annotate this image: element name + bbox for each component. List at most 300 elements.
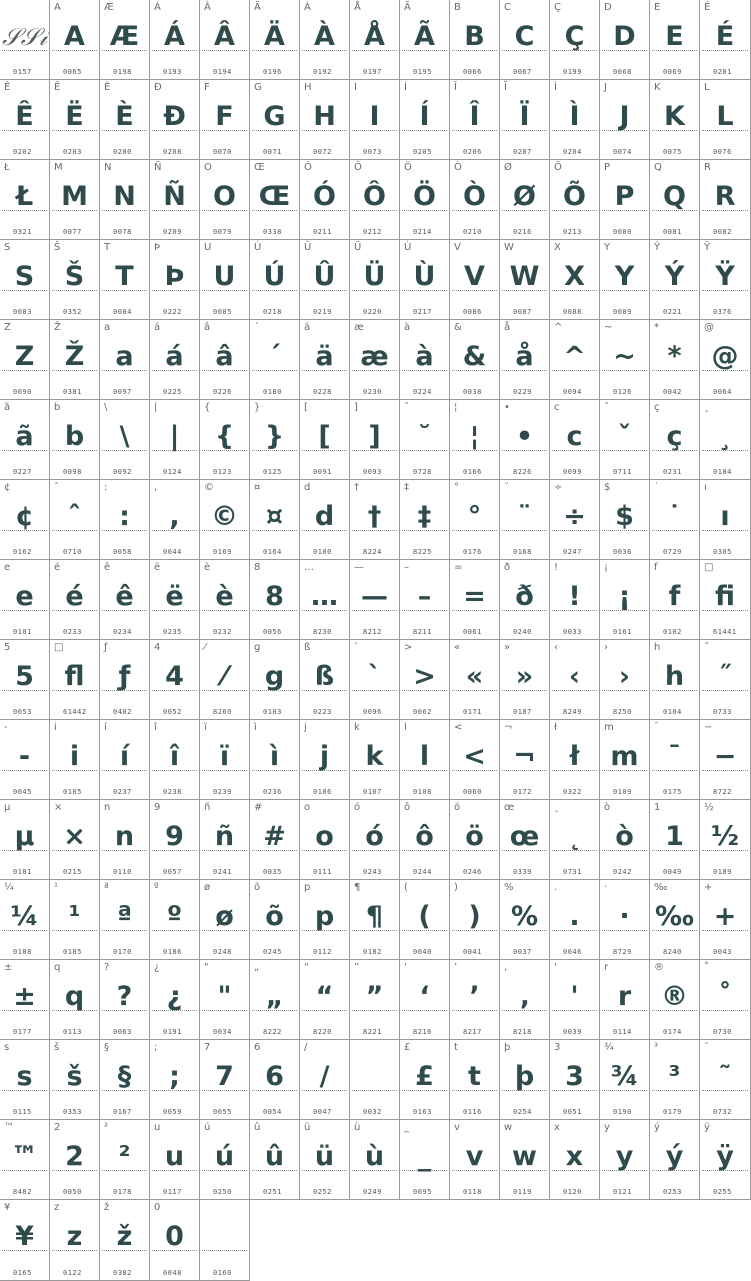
- glyph-cell: [150, 800, 200, 880]
- glyph-cell: [100, 80, 150, 160]
- glyph-cell: [450, 720, 500, 800]
- glyph-code: 0225: [163, 388, 182, 396]
- glyph-sample: ‚: [519, 981, 530, 1012]
- glyph-code: 0213: [563, 228, 582, 236]
- glyph-cell: [50, 560, 100, 640]
- glyph-label: Ž: [54, 322, 61, 333]
- glyph-cell: [500, 0, 550, 80]
- glyph-label: É: [704, 2, 711, 13]
- glyph-code: 0120: [563, 1188, 582, 1196]
- glyph-label: ı: [704, 482, 707, 493]
- glyph-cell: [700, 240, 751, 320]
- glyph-sample: s: [16, 1061, 33, 1092]
- glyph-sample: à: [415, 341, 434, 372]
- glyph-sample: Œ: [258, 181, 291, 212]
- glyph-cell: [550, 160, 600, 240]
- glyph-sample: 1: [665, 821, 684, 852]
- glyph-code: 0083: [13, 308, 32, 316]
- glyph-cell: [700, 880, 751, 960]
- glyph-code: 0070: [213, 148, 232, 156]
- glyph-sample: ¯: [667, 741, 682, 772]
- glyph-code: 0054: [263, 1108, 282, 1116]
- glyph-sample: J: [619, 101, 630, 132]
- glyph-label: Ê: [4, 82, 11, 93]
- glyph-code: 0123: [213, 468, 232, 476]
- glyph-code: 0082: [713, 228, 732, 236]
- glyph-label: }: [254, 402, 261, 413]
- glyph-label: f: [654, 562, 658, 573]
- glyph-cell: [150, 1200, 200, 1281]
- glyph-sample: ï: [219, 741, 230, 772]
- glyph-cell: [150, 960, 200, 1040]
- glyph-cell: [700, 0, 751, 80]
- glyph-label: w: [504, 1122, 513, 1133]
- glyph-label: ó: [354, 802, 361, 813]
- glyph-label: (: [404, 882, 408, 893]
- glyph-label: F: [204, 82, 210, 93]
- glyph-sample: ™: [11, 1141, 38, 1172]
- glyph-label: š: [54, 1042, 60, 1053]
- glyph-cell: [300, 1120, 350, 1200]
- glyph-code: 0168: [513, 548, 532, 556]
- glyph-label: ä: [304, 322, 311, 333]
- glyph-cell: [450, 1040, 500, 1120]
- glyph-label: ¶: [354, 882, 361, 893]
- glyph-sample: m: [610, 741, 639, 772]
- glyph-label: œ: [504, 802, 515, 813]
- glyph-label: 9: [154, 802, 161, 813]
- glyph-cell: [100, 560, 150, 640]
- glyph-cell: [400, 160, 450, 240]
- glyph-sample: C: [514, 21, 535, 52]
- glyph-label: ‚: [504, 962, 508, 973]
- glyph-cell: [550, 80, 600, 160]
- glyph-label: ´: [254, 322, 259, 333]
- glyph-sample: !: [568, 581, 581, 612]
- glyph-sample: ã: [15, 421, 34, 452]
- glyph-sample: Ý: [664, 261, 685, 292]
- glyph-sample: Ù: [413, 261, 436, 292]
- glyph-code: 0039: [563, 1028, 582, 1036]
- glyph-cell: [650, 880, 700, 960]
- glyph-sample: Ò: [463, 181, 486, 212]
- glyph-sample: ‰: [655, 901, 694, 932]
- glyph-sample: ¸: [718, 421, 732, 452]
- glyph-cell: [350, 1120, 400, 1200]
- glyph-cell: [650, 1040, 700, 1120]
- glyph-sample: ‘: [419, 981, 430, 1012]
- glyph-label: ß: [304, 642, 311, 653]
- glyph-code: 0040: [413, 948, 432, 956]
- glyph-label: Ø: [504, 162, 512, 173]
- glyph-sample: l: [419, 741, 430, 772]
- glyph-code: 0222: [163, 308, 182, 316]
- glyph-label: v: [454, 1122, 460, 1133]
- glyph-sample: š: [66, 1061, 83, 1092]
- glyph-label: L: [704, 82, 710, 93]
- glyph-sample: æ: [360, 341, 389, 372]
- glyph-cell: [650, 400, 700, 480]
- glyph-cell: [600, 1040, 650, 1120]
- glyph-code: 0236: [263, 788, 282, 796]
- glyph-cell: [400, 640, 450, 720]
- glyph-code: 0115: [13, 1108, 32, 1116]
- glyph-sample: É: [715, 21, 735, 52]
- glyph-label: ©: [204, 482, 214, 493]
- glyph-cell: [300, 400, 350, 480]
- glyph-label: ª: [104, 882, 109, 893]
- glyph-code: 0057: [163, 868, 182, 876]
- glyph-cell: [50, 80, 100, 160]
- glyph-sample: 0: [165, 1221, 184, 1252]
- glyph-label: È: [104, 82, 111, 93]
- glyph-sample: ƒ: [118, 661, 131, 692]
- glyph-label: ^: [554, 322, 563, 333]
- glyph-cell: [600, 400, 650, 480]
- glyph-label: ±: [4, 962, 13, 973]
- glyph-label: ü: [304, 1122, 311, 1133]
- glyph-code: 0103: [263, 708, 282, 716]
- glyph-code: 0055: [213, 1108, 232, 1116]
- glyph-label: ˙: [654, 482, 659, 493]
- glyph-code: 0065: [63, 68, 82, 76]
- glyph-sample: +: [713, 901, 737, 932]
- glyph-label: |: [154, 402, 158, 413]
- glyph-code: 0060: [463, 788, 482, 796]
- glyph-label: Ù: [404, 242, 412, 253]
- glyph-label: Æ: [104, 2, 114, 13]
- glyph-code: 0338: [263, 228, 282, 236]
- glyph-label: ï: [204, 722, 207, 733]
- glyph-cell: [550, 0, 600, 80]
- glyph-cell: [700, 560, 751, 640]
- glyph-sample: G: [263, 101, 286, 132]
- glyph-label: 0: [154, 1202, 161, 1213]
- glyph-cell: [250, 240, 300, 320]
- glyph-cell: [350, 0, 400, 80]
- glyph-label: ›: [604, 642, 608, 653]
- glyph-cell: [500, 80, 550, 160]
- glyph-cell: [550, 240, 600, 320]
- glyph-label: ƒ: [104, 642, 108, 653]
- glyph-code: 0062: [413, 708, 432, 716]
- glyph-cell: [700, 1040, 751, 1120]
- glyph-code: 0118: [463, 1188, 482, 1196]
- glyph-label: W: [504, 242, 514, 253]
- glyph-sample: >: [413, 661, 436, 692]
- glyph-cell: [700, 400, 751, 480]
- glyph-cell: [650, 320, 700, 400]
- glyph-cell: [0, 560, 50, 640]
- glyph-label: D: [604, 2, 612, 13]
- glyph-code: 8224: [363, 548, 382, 556]
- glyph-cell: [300, 560, 350, 640]
- glyph-sample: ?: [116, 981, 133, 1012]
- glyph-sample: ª: [116, 901, 133, 932]
- glyph-label: J: [604, 82, 607, 93]
- glyph-cell: [150, 320, 200, 400]
- glyph-cell: [450, 400, 500, 480]
- glyph-label: æ: [354, 322, 364, 333]
- glyph-label: ]: [354, 402, 358, 413]
- glyph-label: R: [704, 162, 711, 173]
- glyph-sample: =: [463, 581, 486, 612]
- glyph-label: ‘: [404, 962, 408, 973]
- glyph-code: 8250: [613, 708, 632, 716]
- glyph-label: G: [254, 82, 262, 93]
- glyph-cell: [50, 240, 100, 320]
- glyph-code: 0233: [63, 628, 82, 636]
- glyph-cell: [100, 960, 150, 1040]
- glyph-code: 0080: [613, 228, 632, 236]
- glyph-cell: [200, 1120, 250, 1200]
- glyph-cell: [50, 1200, 100, 1281]
- glyph-sample: ¿: [166, 981, 183, 1012]
- glyph-sample: Í: [419, 101, 430, 132]
- glyph-cell: [600, 640, 650, 720]
- glyph-code: 0124: [163, 468, 182, 476]
- glyph-cell: [250, 560, 300, 640]
- glyph-sample: ì: [269, 741, 280, 772]
- glyph-cell: [550, 720, 600, 800]
- glyph-code: 8249: [563, 708, 582, 716]
- glyph-code: 0048: [163, 1269, 182, 1277]
- glyph-label: ×: [54, 802, 63, 813]
- glyph-code: 0197: [363, 68, 382, 76]
- glyph-code: 8482: [13, 1188, 32, 1196]
- glyph-code: 0161: [613, 628, 632, 636]
- glyph-cell: [50, 160, 100, 240]
- glyph-code: 0042: [663, 388, 682, 396]
- glyph-label: _: [404, 1122, 409, 1133]
- glyph-label: Ü: [354, 242, 362, 253]
- glyph-label: •: [504, 402, 510, 413]
- glyph-sample: ó: [365, 821, 384, 852]
- glyph-label: ¹: [54, 882, 59, 893]
- glyph-label: Í: [404, 82, 407, 93]
- glyph-sample: B: [464, 21, 485, 52]
- glyph-label: û: [254, 1122, 261, 1133]
- glyph-label: −: [704, 722, 713, 733]
- glyph-cell: [500, 800, 550, 880]
- glyph-code: 0099: [563, 468, 582, 476]
- glyph-cell: [650, 240, 700, 320]
- glyph-sample: –: [417, 581, 432, 612]
- glyph-code: 0169: [213, 548, 232, 556]
- glyph-sample: ˆ: [67, 501, 82, 532]
- glyph-code: 0116: [463, 1108, 482, 1116]
- glyph-label: s: [4, 1042, 10, 1053]
- glyph-cell: [650, 640, 700, 720]
- glyph-cell: [500, 1120, 550, 1200]
- glyph-cell: [150, 560, 200, 640]
- glyph-sample: Ú: [263, 261, 286, 292]
- glyph-code: 8222: [263, 1028, 282, 1036]
- glyph-cell: [350, 1040, 400, 1120]
- glyph-code: 0210: [463, 228, 482, 236]
- glyph-sample: x: [565, 1141, 584, 1172]
- glyph-code: 0113: [63, 1028, 82, 1036]
- glyph-code: 0255: [713, 1188, 732, 1196]
- glyph-sample: i: [69, 741, 80, 772]
- glyph-label: å: [504, 322, 511, 333]
- glyph-label: Õ: [554, 162, 562, 173]
- glyph-label: ': [554, 962, 557, 973]
- glyph-label: Z: [4, 322, 11, 333]
- glyph-code: 0160: [213, 1269, 232, 1277]
- glyph-cell: [0, 640, 50, 720]
- glyph-label: †: [354, 482, 359, 493]
- glyph-code: 0241: [213, 868, 232, 876]
- glyph-cell: [400, 1040, 450, 1120]
- glyph-code: 0201: [713, 68, 732, 76]
- glyph-code: 0251: [263, 1188, 282, 1196]
- glyph-cell: [550, 400, 600, 480]
- glyph-label: E: [654, 2, 661, 13]
- glyph-code: 0073: [363, 148, 382, 156]
- glyph-sample: Ê: [15, 101, 34, 132]
- glyph-code: 0223: [313, 708, 332, 716]
- glyph-code: 0242: [613, 868, 632, 876]
- glyph-sample: ñ: [214, 821, 235, 852]
- glyph-cell: [400, 560, 450, 640]
- glyph-label: ö: [454, 802, 461, 813]
- glyph-sample: ˛: [567, 821, 582, 852]
- glyph-label: ’: [454, 962, 458, 973]
- glyph-code: 0243: [363, 868, 382, 876]
- glyph-sample: ı: [720, 501, 730, 532]
- glyph-label: ): [454, 882, 458, 893]
- glyph-code: 0075: [663, 148, 682, 156]
- glyph-label: Ý: [654, 242, 661, 253]
- glyph-sample: [200, 1215, 249, 1259]
- glyph-cell: [650, 800, 700, 880]
- glyph-label: 3: [554, 1042, 561, 1053]
- glyph-cell: [500, 1040, 550, 1120]
- glyph-sample: T: [115, 261, 134, 292]
- glyph-cell: [450, 320, 500, 400]
- glyph-label: B: [454, 2, 461, 13]
- glyph-cell: [400, 480, 450, 560]
- glyph-sample: ö: [465, 821, 484, 852]
- glyph-label: Þ: [154, 242, 161, 253]
- glyph-code: 0121: [613, 1188, 632, 1196]
- glyph-label: Î: [454, 82, 457, 93]
- glyph-cell: [650, 80, 700, 160]
- glyph-cell: [150, 240, 200, 320]
- glyph-sample: ‡: [417, 501, 432, 532]
- glyph-sample: 3: [565, 1061, 584, 1092]
- glyph-code: 0248: [213, 948, 232, 956]
- glyph-label: Š: [54, 242, 61, 253]
- glyph-code: 0087: [513, 308, 532, 316]
- glyph-sample: ë: [165, 581, 184, 612]
- glyph-sample: [: [318, 421, 331, 452]
- glyph-sample: %: [510, 901, 539, 932]
- glyph-cell: [600, 160, 650, 240]
- glyph-sample: /: [319, 1061, 330, 1092]
- glyph-code: 0085: [213, 308, 232, 316]
- glyph-sample: fi: [714, 581, 735, 612]
- glyph-code: 0195: [413, 68, 432, 76]
- glyph-cell: [300, 1040, 350, 1120]
- glyph-sample: Î: [469, 101, 480, 132]
- glyph-label: >: [404, 642, 413, 653]
- glyph-cell: [250, 320, 300, 400]
- glyph-sample: ˙: [667, 501, 682, 532]
- glyph-sample: º: [166, 901, 183, 932]
- glyph-cell: [250, 0, 300, 80]
- glyph-label: :: [104, 482, 108, 493]
- glyph-cell: [200, 0, 250, 80]
- glyph-code: 0038: [463, 388, 482, 396]
- glyph-code: 8216: [413, 1028, 432, 1036]
- glyph-cell: [250, 1040, 300, 1120]
- glyph-cell: [0, 1200, 50, 1281]
- glyph-label: C: [504, 2, 511, 13]
- glyph-code: 0072: [313, 148, 332, 156]
- glyph-sample: ±: [13, 981, 36, 1012]
- glyph-sample: î: [169, 741, 180, 772]
- glyph-cell: [550, 560, 600, 640]
- glyph-label: ⁄: [204, 642, 206, 653]
- glyph-cell: [100, 720, 150, 800]
- glyph-sample: •: [515, 421, 534, 452]
- glyph-sample: W: [509, 261, 540, 292]
- glyph-code: 0177: [13, 1028, 32, 1036]
- glyph-label: r: [604, 962, 609, 973]
- glyph-sample: D: [613, 21, 636, 52]
- glyph-code: 0049: [663, 868, 682, 876]
- glyph-sample: 5: [15, 661, 34, 692]
- glyph-label: ‹: [554, 642, 558, 653]
- glyph-cell: [250, 720, 300, 800]
- glyph-sample: ð: [515, 581, 534, 612]
- glyph-code: 0097: [113, 388, 132, 396]
- glyph-cell: [0, 880, 50, 960]
- glyph-cell: [300, 240, 350, 320]
- glyph-code: 0216: [513, 228, 532, 236]
- glyph-code: 0199: [563, 68, 582, 76]
- glyph-sample: ’: [469, 981, 480, 1012]
- glyph-sample: v: [465, 1141, 484, 1172]
- glyph-cell: [550, 960, 600, 1040]
- glyph-label: j: [304, 722, 307, 733]
- glyph-sample: Ä: [264, 21, 285, 52]
- glyph-label: k: [354, 722, 360, 733]
- glyph-code: 0229: [513, 388, 532, 396]
- glyph-sample: ˚: [718, 981, 732, 1012]
- glyph-label: e: [4, 562, 11, 573]
- glyph-label: ł: [554, 722, 557, 733]
- glyph-label: n: [104, 802, 111, 813]
- glyph-code: 0230: [363, 388, 382, 396]
- glyph-sample: ˘: [417, 421, 432, 452]
- glyph-sample: ÿ: [716, 1141, 734, 1172]
- glyph-sample: 8: [265, 581, 284, 612]
- glyph-code: 0105: [63, 788, 82, 796]
- glyph-label: 7: [204, 1042, 211, 1053]
- glyph-sample: F: [215, 101, 234, 132]
- glyph-label: d: [304, 482, 311, 493]
- glyph-cell: [400, 320, 450, 400]
- glyph-code: 0171: [463, 708, 482, 716]
- glyph-code: 0189: [713, 868, 732, 876]
- glyph-sample: {: [214, 421, 235, 452]
- glyph-label: @: [704, 322, 714, 333]
- glyph-code: 0081: [663, 228, 682, 236]
- glyph-cell: [600, 80, 650, 160]
